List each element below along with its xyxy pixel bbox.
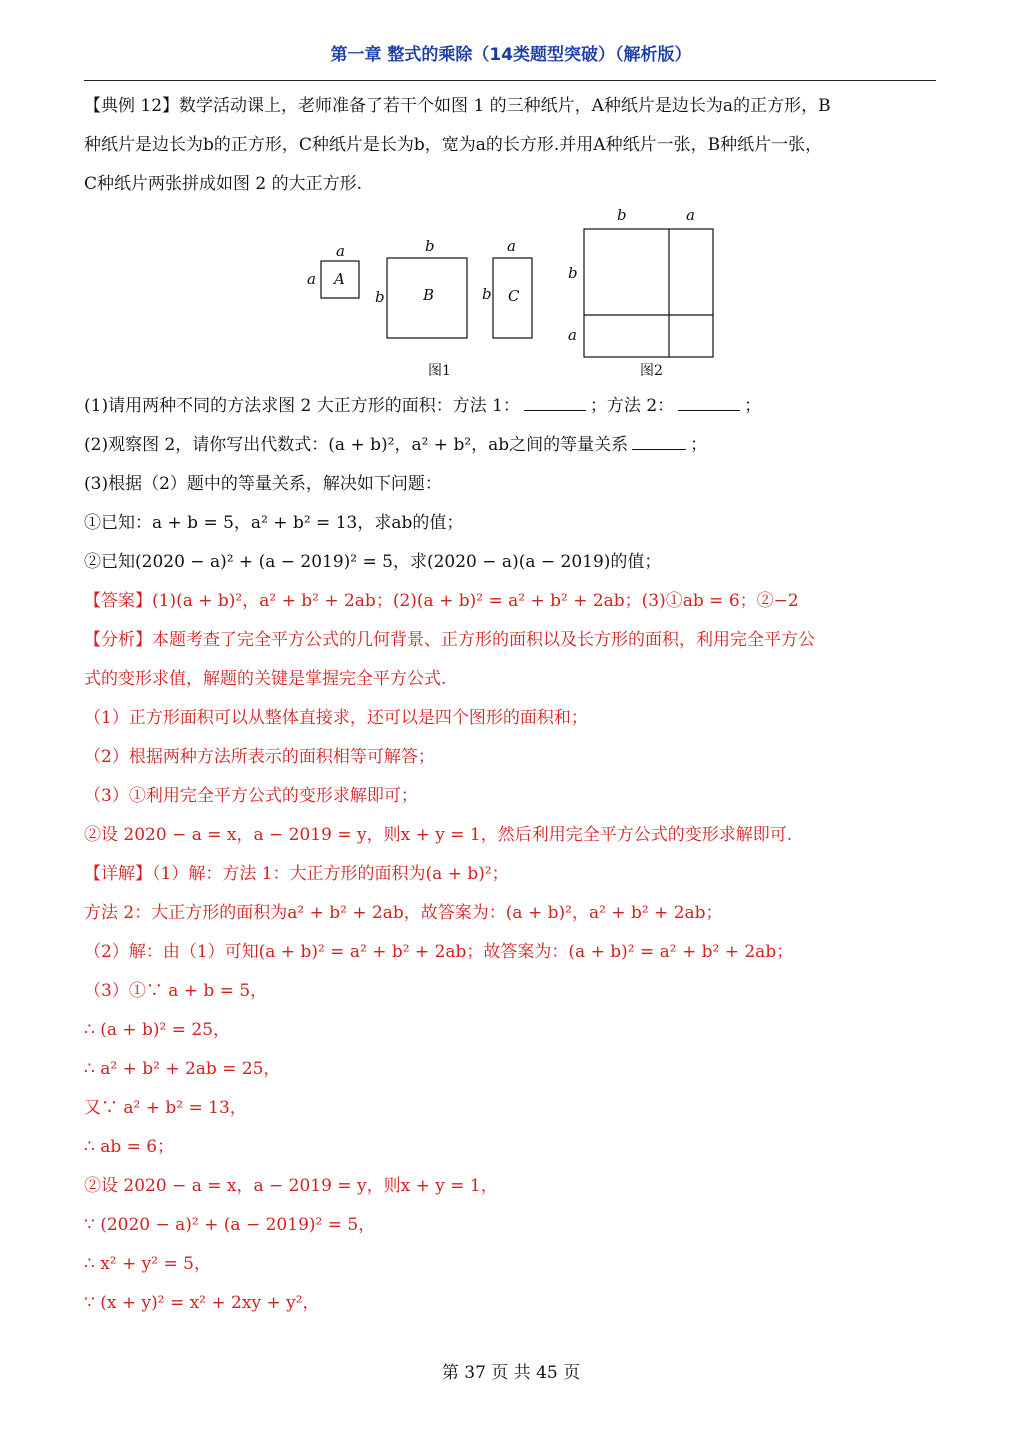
label-b-left: b bbox=[375, 288, 385, 306]
label-a-left-2: a bbox=[568, 326, 577, 344]
solution-line-9: ②设 2020 − a = x，a − 2019 = y，则x + y = 1， bbox=[84, 1176, 498, 1196]
question-line-3: C种纸片两张拼成如图 2 的大正方形. bbox=[84, 174, 363, 194]
part-2-prefix: (2)观察图 2，请你写出代数式：(a + b)²，a² + b²，ab之间的等量关系 bbox=[84, 435, 629, 455]
label-a-top: a bbox=[336, 242, 345, 260]
page-header-title: 第一章 整式的乘除（14类题型突破）（解析版） bbox=[330, 45, 692, 65]
solution-line-1: 【详解】（1）解：方法 1：大正方形的面积为(a + b)²； bbox=[84, 864, 509, 884]
sub-question-1: ①已知：a + b = 5，a² + b² = 13，求ab的值； bbox=[84, 513, 464, 533]
method-2-blank[interactable] bbox=[678, 396, 740, 411]
solution-line-2: 方法 2：大正方形的面积为a² + b² + 2ab，故答案为：(a + b)²，a² + b² + 2ab； bbox=[84, 903, 723, 923]
label-a-top-c: a bbox=[507, 237, 516, 255]
method-1-blank[interactable] bbox=[524, 396, 586, 411]
part-3-line: (3)根据（2）题中的等量关系，解决如下问题： bbox=[84, 474, 442, 494]
analysis-line-4: （2）根据两种方法所表示的面积相等可解答； bbox=[84, 747, 435, 767]
figure-paper-pieces bbox=[0, 200, 1022, 385]
label-a-top-2: a bbox=[686, 206, 695, 224]
sub-question-2: ②已知(2020 − a)² + (a − 2019)² = 5，求(2020 − a)(a − 2019)的值； bbox=[84, 552, 662, 572]
header-rule bbox=[84, 80, 936, 81]
part-1-prefix: (1)请用两种不同的方法求图 2 大正方形的面积：方法 1： bbox=[84, 396, 520, 416]
label-b-left-2: b bbox=[568, 264, 578, 282]
answer-line: 【答案】(1)(a + b)²，a² + b² + 2ab；(2)(a + b)² = a² + b² + 2ab；(3)①ab = 6；②−2 bbox=[84, 591, 799, 611]
analysis-line-3: （1）正方形面积可以从整体直接求，还可以是四个图形的面积和； bbox=[84, 708, 588, 728]
solution-line-12: ∵ (x + y)² = x² + 2xy + y²， bbox=[84, 1293, 320, 1313]
label-a-left: a bbox=[307, 270, 316, 288]
relation-blank[interactable] bbox=[632, 435, 686, 450]
solution-line-6: ∴ a² + b² + 2ab = 25， bbox=[84, 1059, 281, 1079]
label-B: B bbox=[423, 286, 435, 304]
part-1-line bbox=[84, 396, 944, 416]
caption-figure-2: 图2 bbox=[640, 363, 663, 379]
label-b-top: b bbox=[425, 237, 435, 255]
analysis-line-2: 式的变形求值，解题的关键是掌握完全平方公式. bbox=[84, 669, 447, 689]
question-line-1: 【典例 12】数学活动课上，老师准备了若干个如图 1 的三种纸片，A种纸片是边长为a的正方形，B bbox=[84, 96, 831, 116]
question-line-2: 种纸片是边长为b的正方形，C种纸片是长为b，宽为a的长方形.并用A种纸片一张，B种纸片一张， bbox=[84, 135, 823, 155]
solution-line-11: ∴ x² + y² = 5， bbox=[84, 1254, 211, 1274]
analysis-line-1: 【分析】本题考查了完全平方公式的几何背景、正方形的面积以及长方形的面积，利用完全平方公 bbox=[84, 630, 815, 650]
part-2-end: ； bbox=[690, 435, 708, 455]
analysis-line-6: ②设 2020 − a = x，a − 2019 = y，则x + y = 1，然后利用完全平方公式的变形求解即可. bbox=[84, 825, 793, 845]
label-b-left-c: b bbox=[482, 285, 492, 303]
solution-line-4: （3）①∵ a + b = 5， bbox=[84, 981, 268, 1001]
label-A: A bbox=[334, 270, 345, 288]
part-1-mid: ；方法 2： bbox=[589, 396, 675, 416]
solution-line-5: ∴ (a + b)² = 25， bbox=[84, 1020, 231, 1040]
caption-figure-1: 图1 bbox=[428, 363, 451, 379]
figure-1 bbox=[307, 237, 532, 379]
solution-line-3: （2）解：由（1）可知(a + b)² = a² + b² + 2ab；故答案为：(a + b)² = a² + b² + 2ab； bbox=[84, 942, 794, 962]
page-footer: 第 37 页 共 45 页 bbox=[441, 1363, 581, 1383]
label-C: C bbox=[508, 287, 520, 305]
part-2-line bbox=[84, 435, 944, 455]
solution-line-7: 又∵ a² + b² = 13， bbox=[84, 1098, 247, 1118]
part-1-end: ； bbox=[744, 396, 762, 416]
solution-line-8: ∴ ab = 6； bbox=[84, 1137, 175, 1157]
analysis-line-5: （3）①利用完全平方公式的变形求解即可； bbox=[84, 786, 418, 806]
label-b-top-2: b bbox=[617, 206, 627, 224]
solution-line-10: ∵ (2020 − a)² + (a − 2019)² = 5， bbox=[84, 1215, 376, 1235]
big-square bbox=[584, 229, 713, 357]
figure-2 bbox=[568, 206, 713, 379]
